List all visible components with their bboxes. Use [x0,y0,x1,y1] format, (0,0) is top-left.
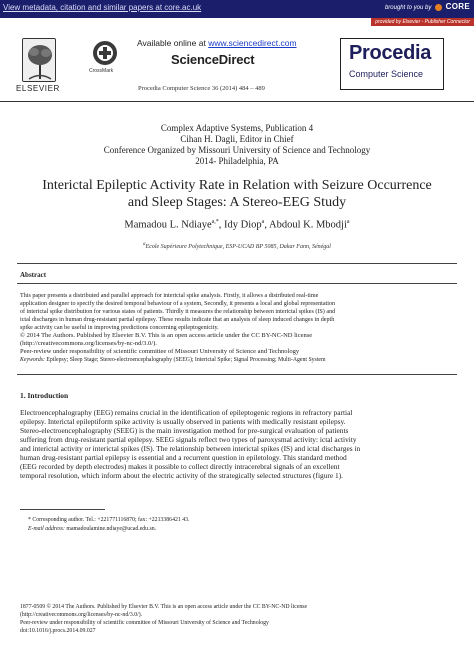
elsevier-tree-icon [22,38,56,82]
abstract-line: application designer to specify the desired temporal behaviour of a system, Secondly, it presents a local and global representation [20,301,336,307]
body-line: epilepsy. Interictal epileptiform spike activity is usually observed in patients with medically resistant epilepsy. [20,417,346,426]
author-name: Mamadou L. Ndiaye [124,219,212,231]
core-logo-icon [435,4,442,11]
body-line: (EEG recorded by depth electrodes) makes it possible to collect directly intracerebral signals of an excellent [20,462,340,471]
author-affiliation-mark: a, [211,219,216,225]
keywords [20,357,326,363]
core-provider[interactable]: provided by Elsevier - Publisher Connector [371,18,474,26]
body-line: temporal resolution, which inform about the electric activity of the strategically selected structures (figure 1). [20,471,344,480]
crossmark-label: CrossMark [89,68,114,74]
body-line: Stereo-electroencephalography (SEEG) is the main investigation method for pre-surgical evaluation of patients [20,426,349,435]
affiliation-text: Ecole Supérieure Polytechnique, ESP-UCAD BP 5085, Dakar Fann, Sénégal [145,244,331,250]
procedia-logo [340,38,444,90]
abstract-peer-review: Peer-review under responsibility of scientific committee of Missouri University of Science and Technology [20,348,300,355]
masthead-divider [0,101,474,102]
core-brought-by: brought to you by [384,5,432,11]
keywords-text: Epilepsy; Sleep Stage; Stereo-electroencephalography (SEEG); Interictal Spike; Signal Processing; Multi-Agent System [44,357,326,363]
core-metadata-link[interactable]: View metadata, citation and similar papers at core.ac.uk [3,3,202,12]
core-banner [0,0,474,18]
corresponding-author-mark[interactable]: * [215,219,219,225]
paper-title-line1: Interictal Epileptic Activity Rate in Relation with Seizure Occurrence [42,178,432,193]
affiliation-mark: a [143,242,146,247]
body-line: Electroencephalography (EEG) remains crucial in the identification of epileptogenic regions in refractory partial [20,408,353,417]
paper-title-line2: and Sleep Stages: A Stereo-EEG Study [127,195,347,210]
abstract-line: ictal discharges in human drug-resistant partial epilepsy. These results indicate that an analysis of sleep induced changes in depth [20,317,335,323]
keywords-label: Keywords: [20,357,45,363]
available-online [137,38,297,48]
abstract-line: This paper presents a distributed and parallel approach for interictal spike analysis. Firstly, it allows a distributed real-time [20,293,319,299]
abstract-bottom-rule [17,374,457,375]
conference-line: Conference Organized by Missouri University of Science and Technology [103,145,371,155]
email-address[interactable]: mamadoulamine.ndiaye@ucad.edu.sn. [64,526,157,532]
procedia-name: Procedia [349,42,432,64]
abstract-top-rule [17,263,457,264]
author-affiliation-mark: a [346,219,350,225]
publisher-name: ELSEVIER [16,84,60,93]
sciencedirect-link[interactable]: www.sciencedirect.com [208,38,297,48]
email-footnote [28,526,156,532]
license-link-bottom[interactable]: (http://creativecommons.org/licenses/by-nc-nd/3.0/). [20,612,143,618]
doi[interactable]: doi:10.1016/j.procs.2014.09.027 [20,628,96,634]
author-name: , Idy Diop [218,219,262,231]
abstract-line: spike activity can be useful in improving predictions concerning epileptogenicity. [20,325,219,331]
body-line: human drug-resistant partial epilepsy is essential and a recurrent question in epiletology. This standard method [20,453,347,462]
author-affiliation-mark: a [261,219,265,225]
abstract-line: of interictal spike distribution for various states of patients. Thirdly it measures the relationship between interictal spikes (IS) and [20,309,336,315]
crossmark-icon[interactable] [92,40,118,66]
section-heading-introduction: 1. Introduction [20,391,69,400]
author-name: , Abdoul K. Mbodji [264,219,347,231]
issn-copyright: 1877-0509 © 2014 The Authors. Published by Elsevier B.V. This is an open access article under the CC BY-NC-ND license [20,604,308,610]
footnote-rule [20,509,105,510]
abstract-heading: Abstract [20,271,47,279]
body-line: and interictal activity or interictal spikes (IS). The relationship between interictal spikes (IS) and ictal discharges in [20,444,361,453]
available-prefix: Available online at [137,38,206,48]
author-list [0,219,474,231]
peer-review-bottom: Peer-review under responsibility of scientific committee of Missouri University of Science and Technology [20,620,269,626]
journal-citation: Procedia Computer Science 36 (2014) 484 – 489 [138,85,265,92]
conference-line: Cihan H. Dagli, Editor in Chief [180,134,294,144]
abstract-copyright: © 2014 The Authors. Published by Elsevier B.V. This is an open access article under the CC BY-NC-ND license [20,332,313,339]
email-label: E-mail address: [28,526,65,532]
conference-line: Complex Adaptive Systems, Publication 4 [160,123,314,133]
sciencedirect-brand: ScienceDirect [171,52,255,67]
affiliation [0,242,474,250]
body-line: suffering from drug-resistant partial epilepsy. SEEG signals reflect two types of paroxysmal activity: ictal activity [20,435,357,444]
abstract-heading-rule [17,283,457,284]
corresponding-author-footnote: * Corresponding author. Tel.: +221771116870; fax: +2213386421 43. [28,517,190,523]
core-label: CORE [445,2,470,11]
conference-line: 2014- Philadelphia, PA [195,156,279,166]
license-link[interactable]: (http://creativecommons.org/licenses/by-nc-nd/3.0/). [20,340,157,347]
core-brand[interactable] [385,2,470,11]
procedia-subtitle: Computer Science [349,69,424,79]
